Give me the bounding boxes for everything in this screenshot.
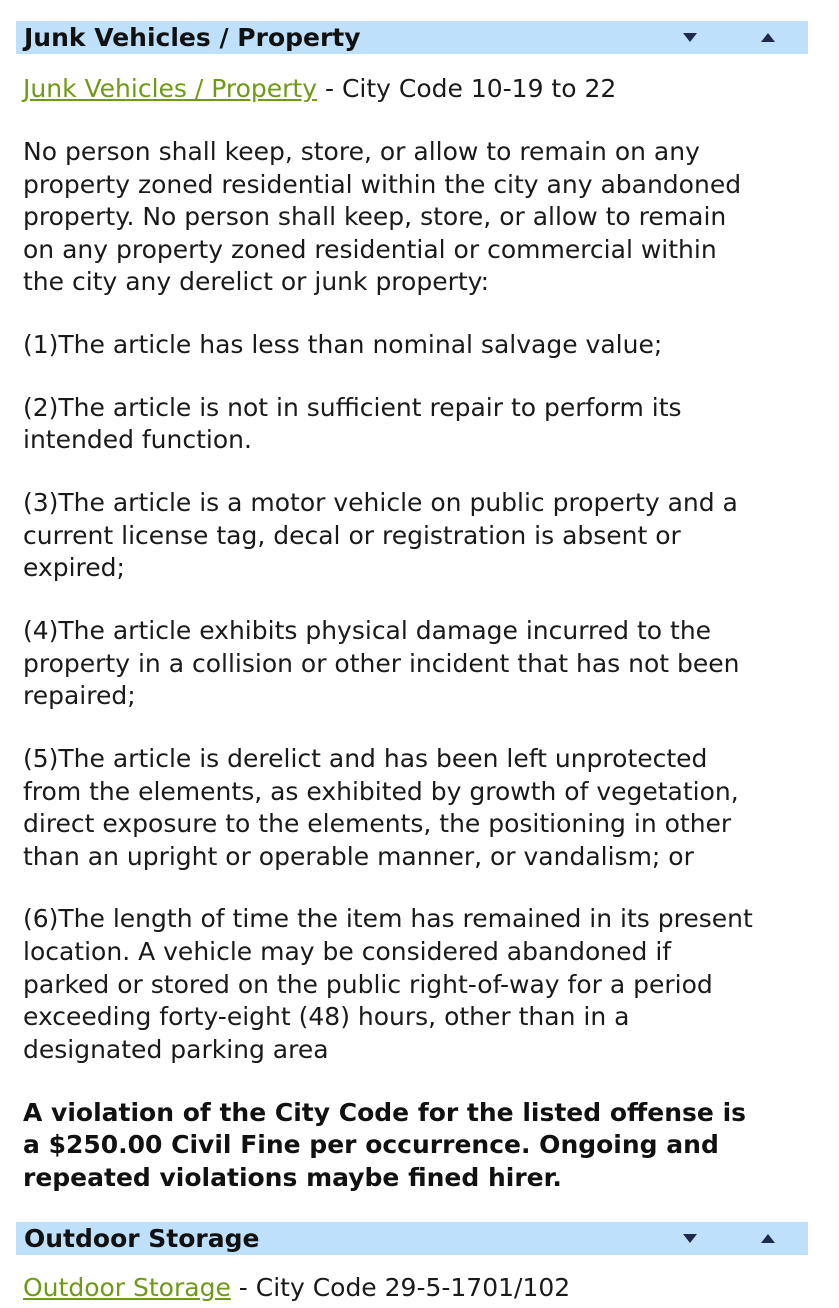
list-item: (1)The article has less than nominal salvage value; bbox=[23, 330, 663, 359]
collapse-button[interactable] bbox=[668, 21, 712, 54]
list-item: repaired; bbox=[23, 681, 136, 710]
expand-button[interactable] bbox=[746, 21, 790, 54]
collapse-button[interactable] bbox=[668, 1222, 712, 1255]
list-item: property in a collision or other incident that has not been bbox=[23, 649, 740, 678]
list-item: from the elements, as exhibited by growth of vegetation, bbox=[23, 777, 739, 806]
paragraph-line: property zoned residential within the city any abandoned bbox=[23, 170, 742, 199]
list-item: intended function. bbox=[23, 425, 252, 454]
section-header-junk-vehicles bbox=[16, 21, 808, 54]
chevron-up-icon bbox=[761, 33, 775, 42]
section-link[interactable]: Outdoor Storage bbox=[23, 1273, 231, 1302]
section-link[interactable]: Junk Vehicles / Property bbox=[23, 74, 318, 103]
list-item: parked or stored on the public right-of-way for a period bbox=[23, 970, 713, 999]
list-item: than an upright or operable manner, or vandalism; or bbox=[23, 842, 694, 871]
list-item: (2)The article is not in sufficient repair to perform its bbox=[23, 393, 682, 422]
code-reference bbox=[23, 1271, 570, 1304]
section-title: Outdoor Storage bbox=[24, 1224, 260, 1253]
fine-notice: a $250.00 Civil Fine per occurrence. Ongoing and bbox=[23, 1130, 719, 1159]
expand-button[interactable] bbox=[746, 1222, 790, 1255]
section-header-outdoor-storage bbox=[16, 1222, 808, 1255]
list-item: (4)The article exhibits physical damage incurred to the bbox=[23, 616, 712, 645]
section-title: Junk Vehicles / Property bbox=[24, 23, 361, 52]
list-item: expired; bbox=[23, 553, 125, 582]
list-item: (5)The article is derelict and has been left unprotected bbox=[23, 744, 708, 773]
code-text: - City Code 29-5-1701/102 bbox=[230, 1273, 571, 1302]
list-item: (3)The article is a motor vehicle on public property and a bbox=[23, 488, 738, 517]
paragraph-line: property. No person shall keep, store, or allow to remain bbox=[23, 202, 727, 231]
list-item: (6)The length of time the item has remained in its present bbox=[23, 904, 753, 933]
chevron-down-icon bbox=[683, 1234, 697, 1243]
chevron-down-icon bbox=[683, 33, 697, 42]
fine-notice: A violation of the City Code for the listed offense is bbox=[23, 1098, 747, 1127]
list-item: current license tag, decal or registration is absent or bbox=[23, 521, 681, 550]
paragraph-line: the city any derelict or junk property: bbox=[23, 267, 490, 296]
list-item: direct exposure to the elements, the positioning in other bbox=[23, 809, 732, 838]
list-item: exceeding forty-eight (48) hours, other than in a bbox=[23, 1002, 630, 1031]
list-item: designated parking area bbox=[23, 1035, 329, 1064]
fine-notice: repeated violations maybe fined hirer. bbox=[23, 1163, 562, 1192]
chevron-up-icon bbox=[761, 1234, 775, 1243]
code-text: - City Code 10-19 to 22 bbox=[317, 74, 617, 103]
list-item: location. A vehicle may be considered abandoned if bbox=[23, 937, 672, 966]
paragraph-line: on any property zoned residential or commercial within bbox=[23, 235, 717, 264]
paragraph-line: No person shall keep, store, or allow to remain on any bbox=[23, 137, 700, 166]
code-reference bbox=[23, 72, 616, 105]
